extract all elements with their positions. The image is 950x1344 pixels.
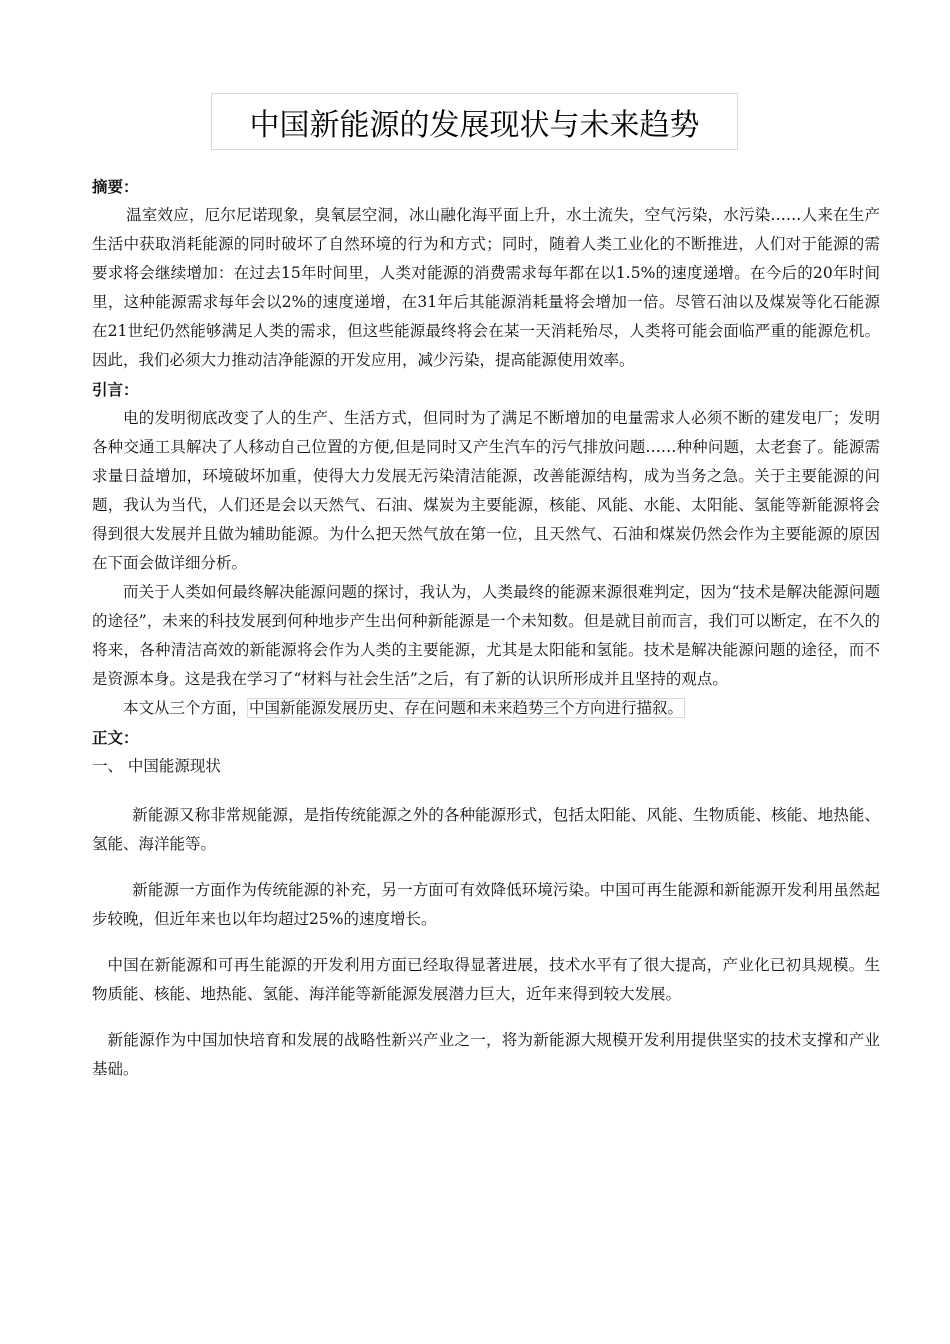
abstract-heading: 摘要： <box>92 177 139 196</box>
section-1-paragraph-2: 新能源一方面作为传统能源的补充，另一方面可有效降低环境污染。中国可再生能源和新能源开发利用虽然起步较晚，但近年来也以年均超过25%的速度增长。 <box>92 881 880 928</box>
intro-paragraph-3-boxed-text: 中国新能源发展历史、存在问题和未来趋势三个方向进行描叙。 <box>249 699 684 717</box>
section-1-paragraph-3: 中国在新能源和可再生能源的开发利用方面已经取得显著进展，技术水平有了很大提高，产业化已初具规模。生物质能、核能、地热能、氢能、海洋能等新能源发展潜力巨大，近年来得到较大发展。 <box>92 956 880 1003</box>
section-1-paragraph-4: 新能源作为中国加快培育和发展的战略性新兴产业之一，将为新能源大规模开发利用提供坚实的技术支撑和产业基础。 <box>92 1031 880 1078</box>
intro-paragraph-3-lead: 本文从三个方面， <box>123 699 248 717</box>
document-title: 中国新能源的发展现状与未来趋势 <box>211 93 738 150</box>
document-body <box>92 172 880 1084</box>
intro-heading: 引言： <box>92 380 139 399</box>
section-1-paragraph-1: 新能源又称非常规能源，是指传统能源之外的各种能源形式，包括太阳能、风能、生物质能、核能、地热能、氢能、海洋能等。 <box>92 806 880 853</box>
intro-paragraph-2: 而关于人类如何最终解决能源问题的探讨，我认为，人类最终的能源来源很难判定，因为“技术是解决能源问题的途径”，未来的科技发展到何种地步产生出何种新能源是一个未知数。但是就目前而言，我们可以断定，在不久的将来，各种清洁高效的新能源将会作为人类的主要能源，尤其是太阳能和氢能。技术是解决能源问题的途径，而不是资源本身。这是我在学习了“材料与社会生活”之后，有了新的认识所形成并且坚持的观点。 <box>92 583 880 688</box>
body-heading: 正文： <box>92 728 139 747</box>
intro-paragraph-1: 电的发明彻底改变了人的生产、生活方式，但同时为了满足不断增加的电量需求人必须不断的建发电厂；发明各种交通工具解决了人移动自己位置的方便,但是同时又产生汽车的污气排放问题……种种问题，太老套了。能源需求量日益增加，环境破坏加重，使得大力发展无污染清洁能源，改善能源结构，成为当务之急。关于主要能源的问题，我认为当代，人们还是会以天然气、石油、煤炭为主要能源，核能、风能、水能、太阳能、氢能等新能源将会得到很大发展并且做为辅助能源。为什么把天然气放在第一位，且天然气、石油和煤炭仍然会作为主要能源的原因在下面会做详细分析。 <box>92 409 880 572</box>
section-1-title: 一、 中国能源现状 <box>92 757 221 775</box>
intro-paragraph-3 <box>92 694 880 723</box>
abstract-paragraph: 温室效应，厄尔尼诺现象，臭氧层空洞，冰山融化海平面上升，水土流失，空气污染，水污染……人来在生产生活中获取消耗能源的同时破坏了自然环境的行为和方式；同时，随着人类工业化的不断推进，人们对于能源的需要求将会继续增加：在过去15年时间里，人类对能源的消费需求每年都在以1.5%的速度递增。在今后的20年时间里，这种能源需求每年会以2%的速度递增，在31年后其能源消耗量将会增加一倍。尽管石油以及煤炭等化石能源在21世纪仍然能够满足人类的需求，但这些能源最终将会在某一天消耗殆尽，人类将可能会面临严重的能源危机。因此，我们必须大力推动洁净能源的开发应用，减少污染，提高能源使用效率。 <box>92 206 880 369</box>
